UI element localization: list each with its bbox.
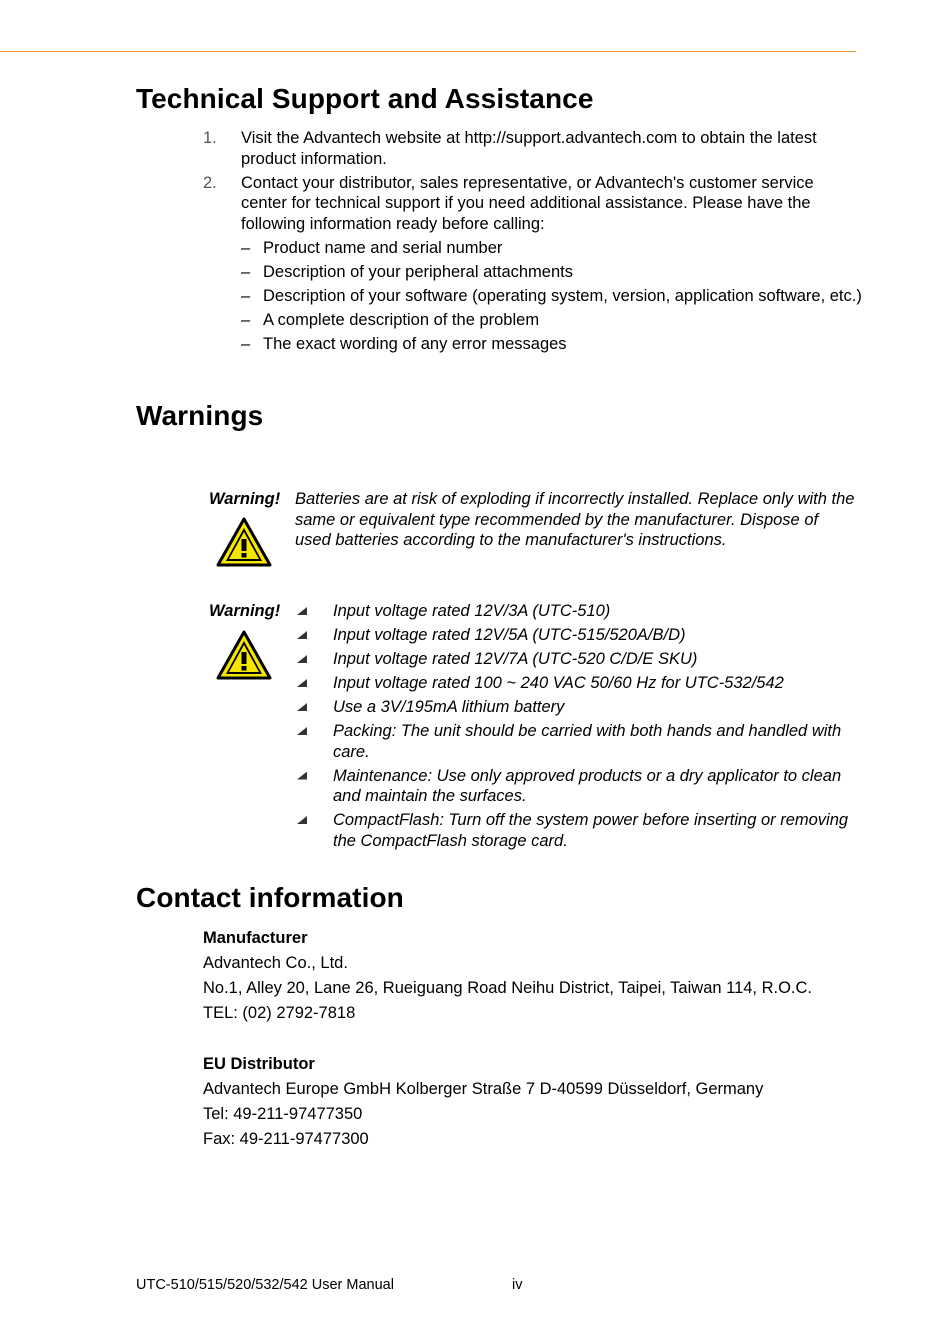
list-item: [203, 334, 863, 355]
step-text: Visit the Advantech website at http://support.advantech.com to obtain the latest product information.: [241, 129, 817, 168]
warning-triangle-icon: [216, 517, 272, 567]
step-text: Contact your distributor, sales representative, or Advantech's customer service center for technical support if you need additional assistance. Please have the following information ready before calling:: [241, 173, 814, 233]
support-steps: [203, 128, 863, 354]
list-item: [295, 601, 855, 622]
list-item-text: Packing: The unit should be carried with both hands and handled with care.: [333, 722, 842, 761]
list-item-text: CompactFlash: Turn off the system power before inserting or removing the CompactFlash storage card.: [333, 811, 849, 850]
step-number: 2.: [203, 173, 217, 192]
warnings-title: Warnings: [136, 400, 264, 431]
list-item: [295, 649, 855, 670]
bullet-icon: [297, 679, 307, 687]
dash-marker: –: [241, 310, 251, 329]
eu-distributor-block: [203, 1052, 883, 1152]
list-item: [295, 625, 855, 646]
list-item-text: Input voltage rated 100 ~ 240 VAC 50/60 Hz for UTC-532/542: [333, 674, 784, 692]
eu-distributor-address: Advantech Europe GmbH Kolberger Straße 7 D-40599 Düsseldorf, Germany: [203, 1080, 764, 1098]
list-item: [295, 721, 855, 762]
support-step-1: [203, 128, 863, 169]
warning-triangle-icon: [216, 630, 272, 680]
dash-marker: –: [241, 238, 251, 257]
list-item-text: Input voltage rated 12V/7A (UTC-520 C/D/E SKU): [333, 650, 698, 668]
power-warning-list: [295, 601, 855, 855]
bullet-icon: [297, 655, 307, 663]
list-item-text: Use a 3V/195mA lithium battery: [333, 698, 565, 716]
bullet-icon: [297, 727, 307, 735]
manufacturer-company: Advantech Co., Ltd.: [203, 954, 348, 972]
list-item: [203, 262, 863, 283]
list-item-text: A complete description of the problem: [263, 310, 540, 329]
list-item: [295, 673, 855, 694]
dash-marker: –: [241, 334, 251, 353]
list-item: [203, 310, 863, 331]
contact-title: Contact information: [136, 882, 404, 913]
warning-label: Warning!: [209, 490, 281, 508]
manufacturer-tel: TEL: (02) 2792-7818: [203, 1004, 356, 1022]
list-item-text: The exact wording of any error messages: [263, 334, 567, 353]
bullet-icon: [297, 631, 307, 639]
step-number: 1.: [203, 129, 217, 147]
bullet-icon: [297, 816, 307, 824]
list-item-text: Input voltage rated 12V/5A (UTC-515/520A/B/D): [333, 626, 686, 644]
dash-marker: –: [241, 286, 251, 305]
list-item: [295, 697, 855, 718]
list-item-text: Description of your peripheral attachments: [263, 262, 573, 281]
list-item: [203, 238, 863, 259]
bullet-icon: [297, 607, 307, 615]
list-item: [295, 766, 855, 807]
manufacturer-block: [203, 926, 883, 1026]
footer-manual-title: UTC-510/515/520/532/542 User Manual: [136, 1277, 394, 1293]
eu-distributor-heading: EU Distributor: [203, 1055, 315, 1073]
manufacturer-heading: Manufacturer: [203, 929, 308, 947]
bullet-icon: [297, 703, 307, 711]
header-rule: [0, 51, 856, 52]
list-item-text: Maintenance: Use only approved products or a dry applicator to clean and maintain the surfaces.: [333, 766, 842, 805]
bullet-icon: [297, 772, 307, 780]
support-step-2: [203, 173, 863, 235]
page-number: iv: [512, 1277, 523, 1293]
list-item-text: Product name and serial number: [263, 238, 503, 257]
manufacturer-address: No.1, Alley 20, Lane 26, Rueiguang Road Neihu District, Taipei, Taiwan 114, R.O.C.: [203, 979, 813, 997]
list-item-text: Input voltage rated 12V/3A (UTC-510): [333, 602, 611, 620]
list-item: [295, 810, 855, 851]
tech-support-title: Technical Support and Assistance: [136, 83, 594, 114]
battery-warning-text: Batteries are at risk of exploding if incorrectly installed. Replace only with the same or equivalent type recommended by the manufacturer. Dispose of used batteries according to the manufacturer's instructions.: [295, 490, 855, 549]
eu-distributor-tel: Tel: 49-211-97477350: [203, 1105, 363, 1123]
info-checklist: [203, 238, 863, 355]
dash-marker: –: [241, 262, 251, 281]
warning-label: Warning!: [209, 602, 281, 620]
list-item-text: Description of your software (operating system, version, application software, etc.): [263, 286, 862, 305]
list-item: [203, 286, 863, 307]
eu-distributor-fax: Fax: 49-211-97477300: [203, 1130, 369, 1148]
